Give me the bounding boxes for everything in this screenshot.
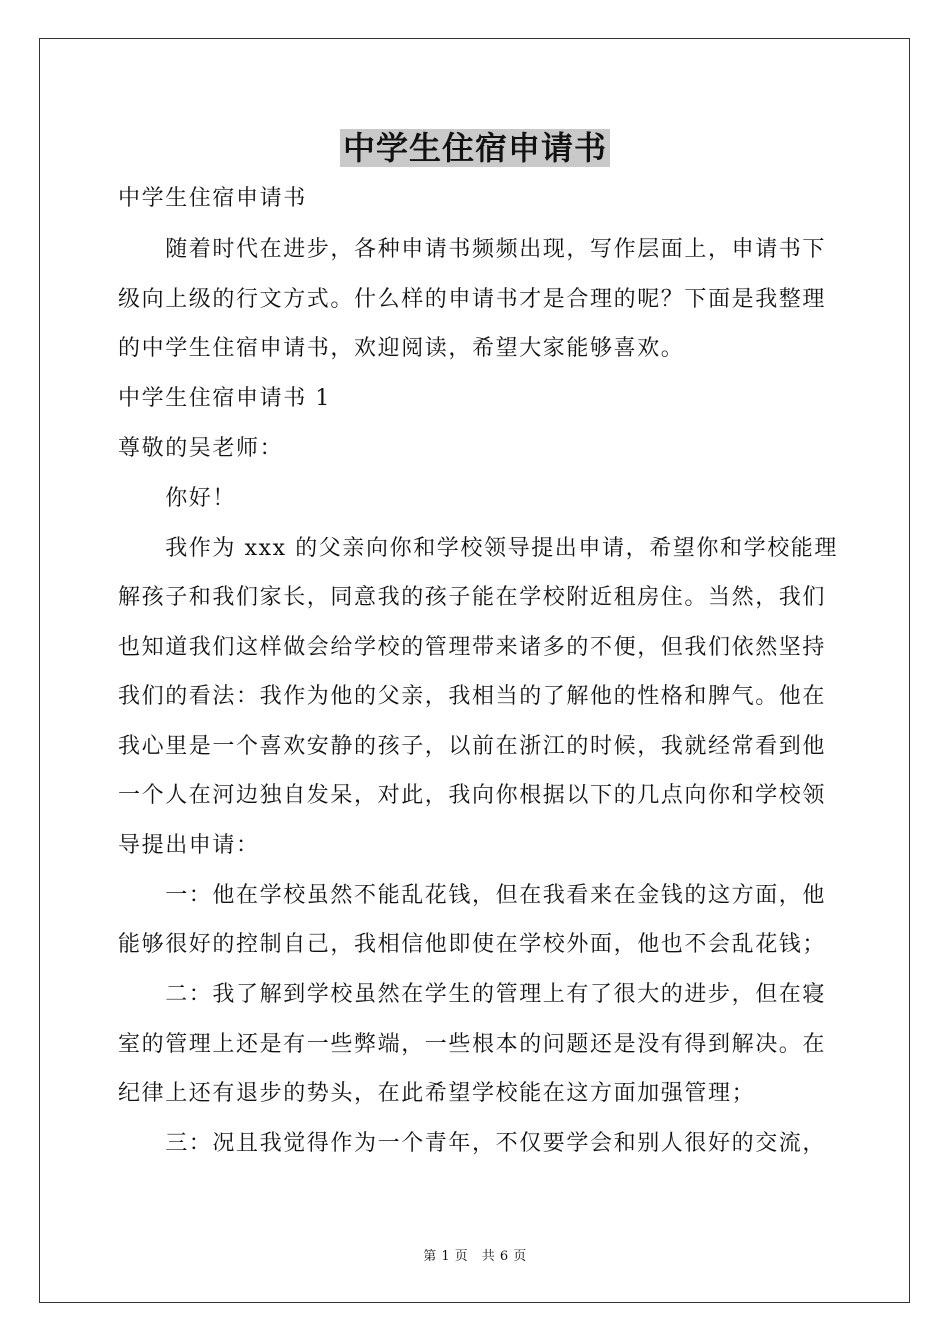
body-line: 能够很好的控制自己，我相信他即使在学校外面，他也不会乱花钱； bbox=[118, 932, 827, 957]
body-line: 我作为 xxx 的父亲向你和学校领导提出申请，希望你和学校能理 bbox=[118, 536, 839, 561]
body-line: 纪律上还有退步的势头，在此希望学校能在这方面加强管理； bbox=[118, 1081, 756, 1106]
body-line: 室的管理上还是有一些弊端，一些根本的问题还是没有得到解决。在 bbox=[118, 1032, 827, 1057]
body-line: 二：我了解到学校虽然在学生的管理上有了很大的进步，但在寝 bbox=[118, 982, 827, 1007]
page-number-footer: 第 1 页 共 6 页 bbox=[423, 1249, 527, 1264]
body-line: 三：况且我觉得作为一个青年，不仅要学会和别人很好的交流， bbox=[118, 1131, 827, 1156]
body-line: 随着时代在进步，各种申请书频频出现，写作层面上，申请书下 bbox=[118, 237, 827, 262]
body-line: 级向上级的行文方式。什么样的申请书才是合理的呢？下面是我整理 bbox=[118, 287, 827, 312]
page-border bbox=[39, 38, 910, 1303]
body-line: 一：他在学校虽然不能乱花钱，但在我看来在金钱的这方面，他 bbox=[118, 883, 827, 908]
body-line: 导提出申请： bbox=[118, 833, 260, 858]
document-title: 中学生住宿申请书 bbox=[0, 122, 950, 174]
body-line: 你好！ bbox=[118, 486, 237, 511]
body-line: 我心里是一个喜欢安静的孩子，以前在浙江的时候，我就经常看到他 bbox=[118, 734, 827, 759]
body-line: 解孩子和我们家长，同意我的孩子能在学校附近租房住。当然，我们 bbox=[118, 585, 827, 610]
body-line: 一个人在河边独自发呆，对此，我向你根据以下的几点向你和学校领 bbox=[118, 783, 827, 808]
body-line: 的中学生住宿申请书，欢迎阅读，希望大家能够喜欢。 bbox=[118, 336, 685, 361]
body-line: 尊敬的吴老师： bbox=[118, 436, 284, 461]
body-line: 我们的看法：我作为他的父亲，我相当的了解他的性格和脾气。他在 bbox=[118, 684, 827, 709]
body-line: 也知道我们这样做会给学校的管理带来诸多的不便，但我们依然坚持 bbox=[118, 635, 827, 660]
body-line: 中学生住宿申请书 bbox=[118, 186, 307, 211]
body-line: 中学生住宿申请书 1 bbox=[118, 386, 331, 411]
